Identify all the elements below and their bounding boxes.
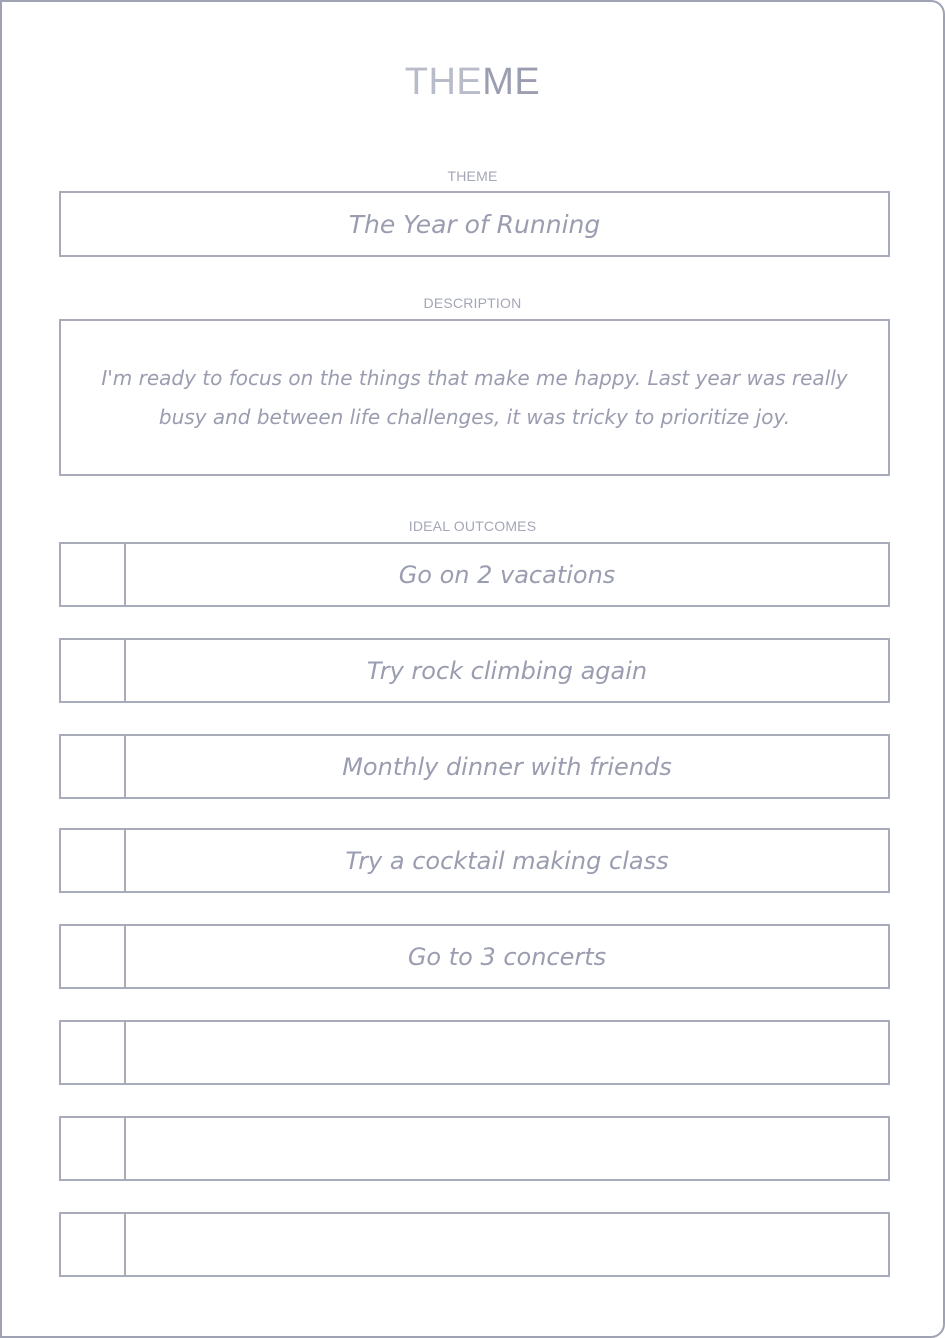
theme-label: THEME — [447, 168, 498, 184]
outcome-checkbox[interactable] — [61, 1118, 126, 1179]
outcome-text[interactable]: Monthly dinner with friends — [342, 752, 672, 781]
outcome-text[interactable]: Go to 3 concerts — [407, 942, 607, 971]
outcome-row — [59, 1020, 890, 1085]
page-title-part2: ME — [482, 61, 541, 103]
outcome-text[interactable] — [126, 1022, 888, 1083]
outcome-text[interactable]: Try rock climbing again — [366, 656, 648, 685]
outcome-text[interactable] — [126, 1118, 888, 1179]
outcome-row — [59, 734, 890, 799]
outcome-checkbox[interactable] — [61, 544, 126, 605]
description-label: DESCRIPTION — [423, 295, 522, 311]
page-title-part1: THE — [404, 61, 483, 103]
theme-field[interactable] — [59, 191, 890, 257]
outcome-text[interactable] — [126, 1214, 888, 1275]
outcome-checkbox[interactable] — [61, 736, 126, 797]
outcome-checkbox[interactable] — [61, 1214, 126, 1275]
outcome-text[interactable]: Try a cocktail making class — [345, 846, 669, 875]
outcome-row — [59, 924, 890, 989]
outcome-checkbox[interactable] — [61, 926, 126, 987]
description-value: I'm ready to focus on the things that make me happy. Last year was really busy and between life challenges, it was tricky to prioritize joy. — [101, 365, 848, 429]
page-title — [2, 60, 943, 104]
theme-value: The Year of Running — [348, 209, 601, 239]
outcome-row — [59, 1116, 890, 1181]
outcome-checkbox[interactable] — [61, 1022, 126, 1083]
outcome-checkbox[interactable] — [61, 640, 126, 701]
outcome-row — [59, 828, 890, 893]
outcome-row — [59, 542, 890, 607]
description-field[interactable] — [59, 319, 890, 476]
outcome-text[interactable]: Go on 2 vacations — [398, 560, 616, 589]
ideal-outcomes-label: IDEAL OUTCOMES — [408, 518, 537, 534]
outcome-checkbox[interactable] — [61, 830, 126, 891]
outcome-row — [59, 638, 890, 703]
outcome-row — [59, 1212, 890, 1277]
